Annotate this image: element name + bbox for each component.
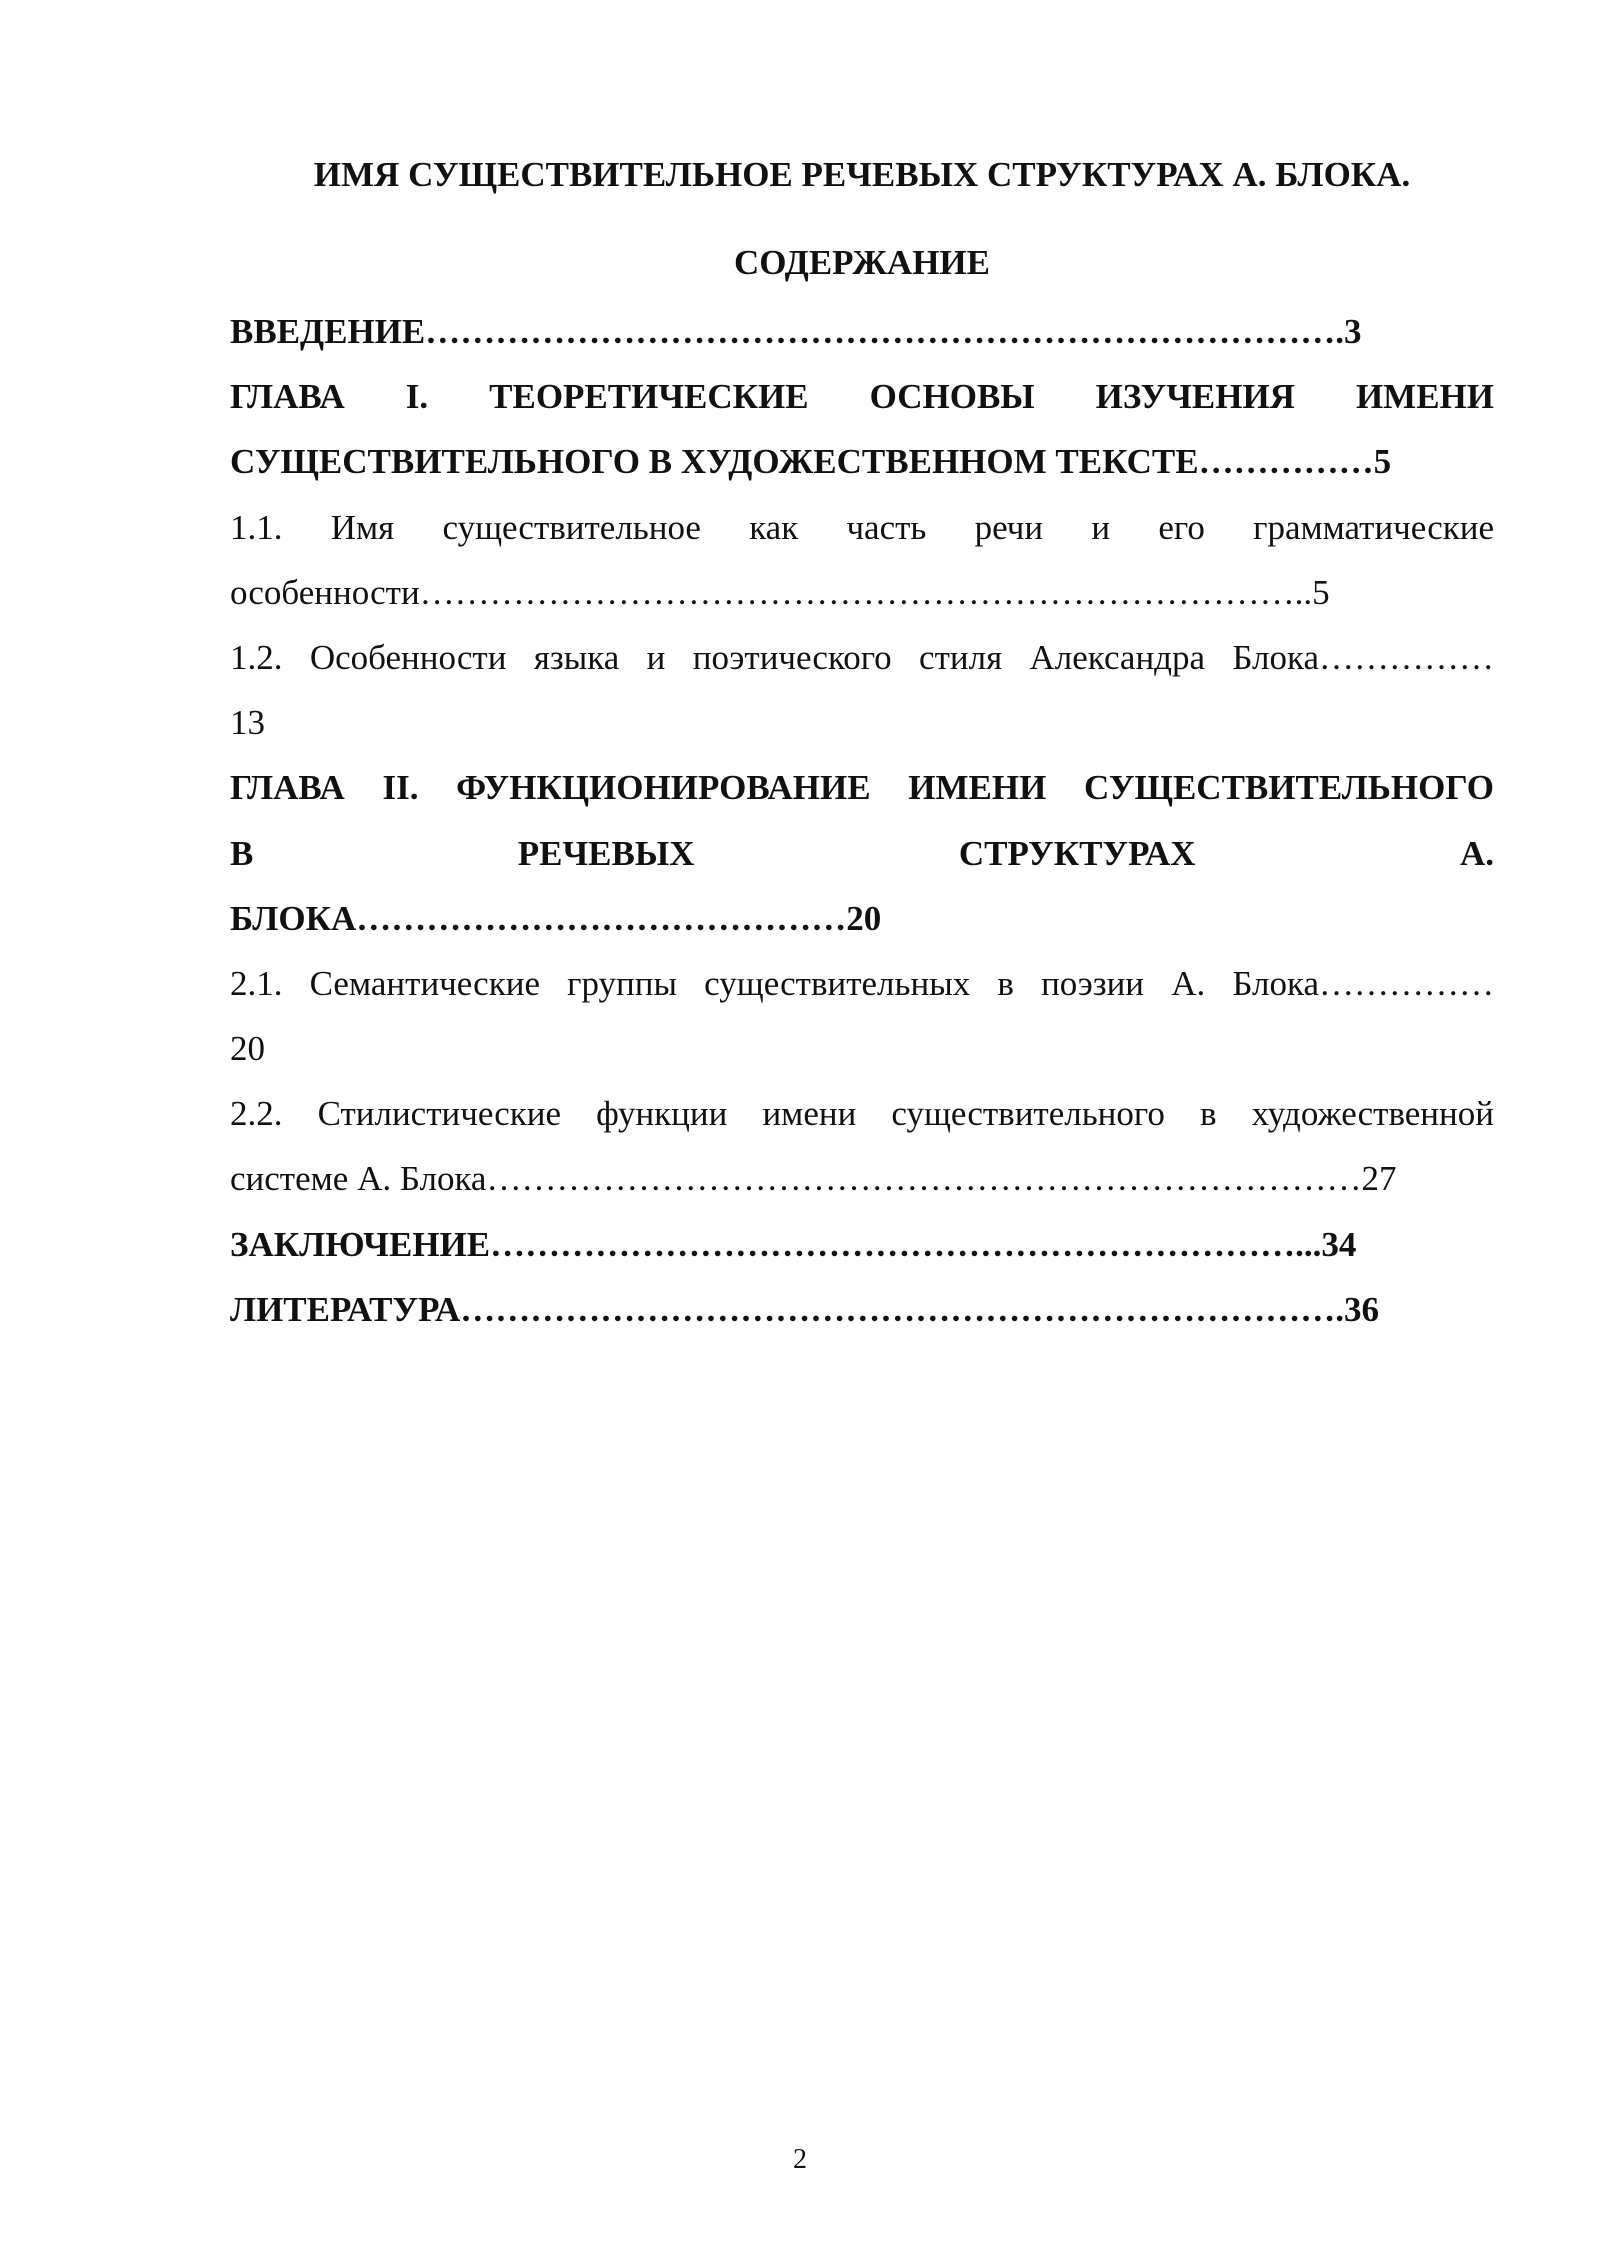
page-number: 2 [793,2144,807,2175]
toc-entry-chapter-1-line-1: ГЛАВА I. ТЕОРЕТИЧЕСКИЕ ОСНОВЫ ИЗУЧЕНИЯ ИМЕНИ [230,377,1494,417]
toc-heading: СОДЕРЖАНИЕ [733,243,990,282]
toc-entry-section-1-1-line-1: 1.1. Имя существительное как часть речи и его грамматические [230,507,1494,547]
toc-entry-conclusion: ЗАКЛЮЧЕНИЕ……………………………………………………………...34 [230,1224,1357,1264]
toc-entry-section-2-2-line-2: системе А. Блока…………………………………………………………………27 [230,1159,1397,1199]
toc-entry-section-1-2-line-1: 1.2. Особенности языка и поэтического стиля Александра Блока…………… [230,637,1494,677]
toc-entry-introduction: ВВЕДЕНИЕ…………………………………………………………………….3 [230,312,1362,351]
toc-entry-literature: ЛИТЕРАТУРА………………………………………………………………….36 [230,1289,1380,1329]
toc-entry-section-2-1-line-1: 2.1. Семантические группы существительных в поэзии А. Блока…………… [230,963,1494,1003]
toc-entry-chapter-1-line-2: СУЩЕСТВИТЕЛЬНОГО В ХУДОЖЕСТВЕННОМ ТЕКСТЕ……………5 [230,442,1392,482]
toc-entry-section-2-2-line-1: 2.2. Стилистические функции имени существительного в художественной [230,1094,1494,1134]
document-title: ИМЯ СУЩЕСТВИТЕЛЬНОЕ РЕЧЕВЫХ СТРУКТУРАХ А. БЛОКА. [313,155,1411,194]
toc-entry-chapter-2-line-1: ГЛАВА II. ФУНКЦИОНИРОВАНИЕ ИМЕНИ СУЩЕСТВИТЕЛЬНОГО [230,768,1494,808]
toc-entry-chapter-2-line-2: В РЕЧЕВЫХ СТРУКТУРАХ А. [230,833,1494,873]
toc-entry-section-1-1-line-2: особенности…………………………………………………………………..5 [230,572,1330,612]
table-of-contents [230,299,1494,1342]
toc-entry-section-2-1-line-2: 20 [230,1029,265,1069]
toc-entry-section-1-2-line-2: 13 [230,703,265,743]
toc-entry-chapter-2-line-3: БЛОКА……………………………………20 [230,898,882,938]
